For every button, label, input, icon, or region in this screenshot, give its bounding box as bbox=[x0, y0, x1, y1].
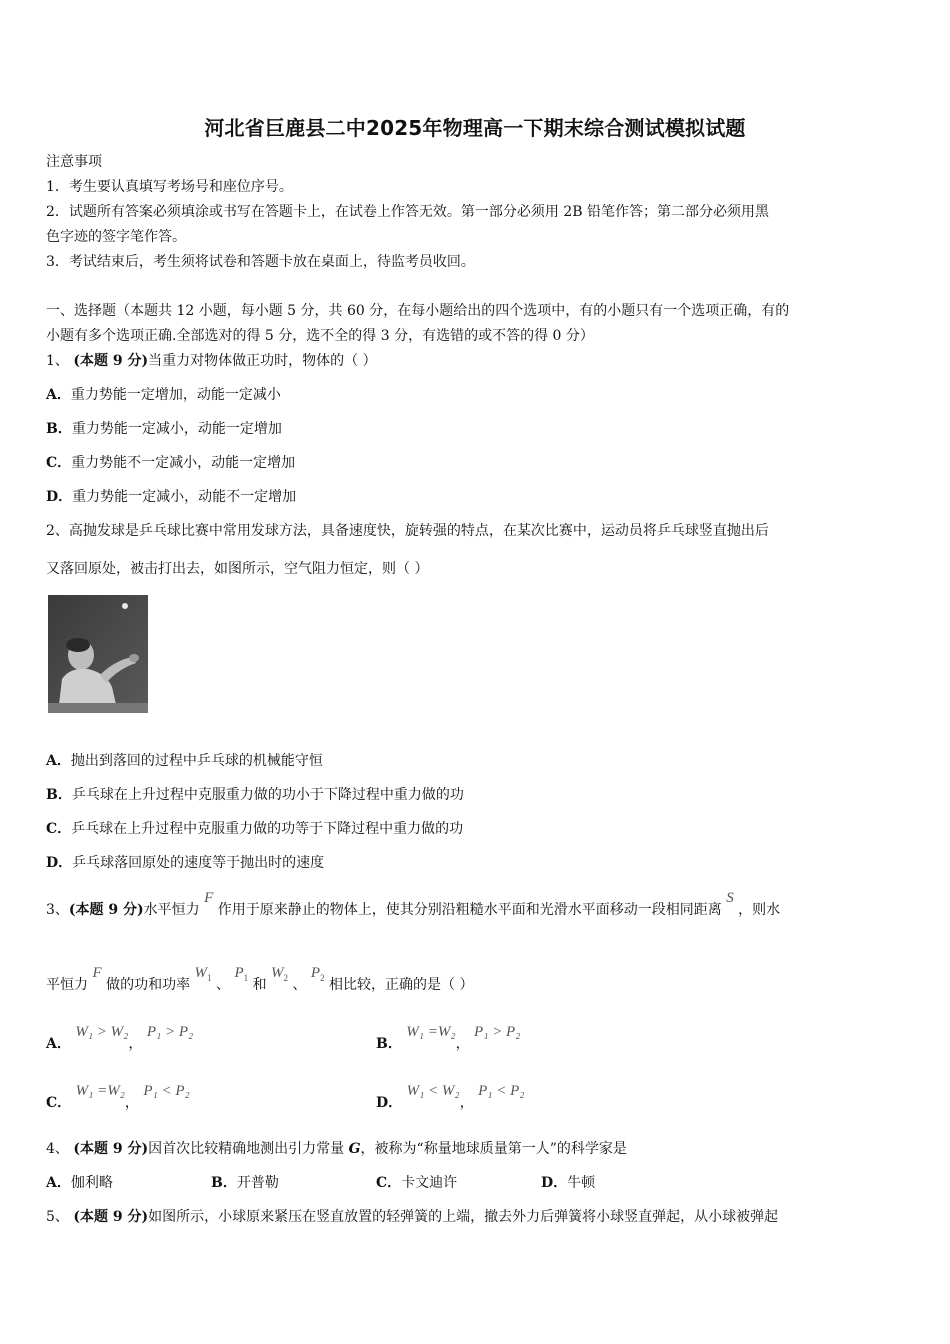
notice-item: 3．考试结束后，考生须将试卷和答题卡放在桌面上，待监考员收回。 bbox=[46, 254, 475, 270]
question-score: (本题 9 分) bbox=[73, 1141, 149, 1157]
comma: ， bbox=[459, 1095, 474, 1111]
q1-option-b[interactable] bbox=[46, 419, 282, 439]
comma: ， bbox=[128, 1036, 143, 1052]
question-3-stem bbox=[46, 890, 781, 920]
option-formula-p: P₁ < P₂ bbox=[143, 1083, 190, 1099]
option-text: 重力势能一定增加，动能一定减小 bbox=[70, 387, 281, 403]
option-formula-p: P₁ < P₂ bbox=[478, 1083, 525, 1099]
question-3-stem-cont bbox=[46, 965, 474, 1000]
question-number: 3、 bbox=[46, 902, 69, 918]
separator: 、 bbox=[215, 977, 230, 993]
question-text: ，则水 bbox=[738, 902, 781, 918]
option-label: D． bbox=[541, 1175, 568, 1191]
option-formula-p: P₁ > P₂ bbox=[146, 1024, 194, 1040]
variable-w1 bbox=[195, 965, 212, 981]
option-formula-w: W₁ < W₂ bbox=[406, 1083, 460, 1099]
question-2-stem-cont: 又落回原处，被击打出去，如图所示，空气阻力恒定，则（ ） bbox=[46, 561, 429, 577]
option-label: D． bbox=[46, 489, 73, 505]
question-number: 5、 bbox=[46, 1209, 69, 1225]
question-score: (本题 9 分) bbox=[73, 1209, 149, 1225]
q1-option-c[interactable] bbox=[46, 453, 295, 473]
question-4-stem bbox=[46, 1139, 627, 1159]
q4-option-a[interactable] bbox=[46, 1173, 113, 1193]
comma: ， bbox=[124, 1095, 139, 1111]
option-label: A． bbox=[46, 387, 71, 403]
variable-p2 bbox=[311, 965, 325, 981]
page-title: 河北省巨鹿县二中2025年物理高一下期末综合测试模拟试题 bbox=[204, 116, 746, 140]
q4-option-c[interactable] bbox=[376, 1173, 457, 1193]
option-text: 牛顿 bbox=[567, 1175, 596, 1191]
question-text: ，被称为“称量地球质量第一人”的科学家是 bbox=[360, 1141, 627, 1157]
question-2-stem: 2、高抛发球是乒乓球比赛中常用发球方法，具备速度快，旋转强的特点，在某次比赛中，运动员将乒乓球竖直抛出后 bbox=[46, 523, 769, 539]
option-label: B． bbox=[211, 1175, 237, 1191]
option-text: 开普勒 bbox=[236, 1175, 279, 1191]
question-5-stem bbox=[46, 1207, 778, 1227]
separator: 、 bbox=[292, 977, 307, 993]
option-label: B． bbox=[46, 421, 72, 437]
symbol-w: W bbox=[271, 965, 284, 981]
option-text: 抛出到落回的过程中乒乓球的机械能守恒 bbox=[70, 753, 323, 769]
question-text: 作用于原来静止的物体上，使其分别沿粗糙水平面和光滑水平面移动一段相同距离 bbox=[217, 902, 722, 918]
question-text: 相比较，正确的是（ ） bbox=[329, 977, 474, 993]
q3-option-c[interactable] bbox=[46, 1083, 190, 1113]
option-formula-p: P₁ > P₂ bbox=[474, 1024, 521, 1040]
option-label: C． bbox=[46, 821, 72, 837]
q1-option-a[interactable] bbox=[46, 385, 281, 405]
option-text: 卡文迪许 bbox=[401, 1175, 458, 1191]
q2-option-b[interactable] bbox=[46, 785, 464, 805]
q2-option-d[interactable] bbox=[46, 853, 324, 873]
question-text: 平恒力 bbox=[46, 977, 88, 993]
subscript: 1 bbox=[207, 973, 212, 983]
section-heading-cont: 小题有多个选项正确.全部选对的得 5 分，选不全的得 3 分，有选错的或不答的得 0 分） bbox=[46, 328, 594, 344]
question-score: (本题 9 分) bbox=[73, 353, 149, 369]
option-text: 重力势能一定减小，动能不一定增加 bbox=[72, 489, 297, 505]
question-number: 4、 bbox=[46, 1141, 69, 1157]
option-label: D． bbox=[376, 1095, 403, 1111]
option-label: C． bbox=[46, 1095, 72, 1111]
subscript: 1 bbox=[243, 973, 249, 983]
variable-f: F bbox=[204, 890, 214, 906]
option-label: B． bbox=[46, 787, 72, 803]
symbol-p: P bbox=[310, 965, 321, 981]
q3-option-d[interactable] bbox=[376, 1083, 525, 1113]
question-text: 当重力对物体做正功时，物体的（ ） bbox=[148, 353, 377, 369]
option-text: 伽利略 bbox=[70, 1175, 113, 1191]
option-label: D． bbox=[46, 855, 73, 871]
conjunction: 和 bbox=[252, 977, 267, 993]
q1-option-d[interactable] bbox=[46, 487, 296, 507]
symbol-w: W bbox=[194, 965, 208, 981]
option-text: 重力势能不一定减小，动能一定增加 bbox=[71, 455, 296, 471]
table-tennis-serve-photo bbox=[48, 595, 148, 713]
question-1-stem bbox=[46, 351, 377, 371]
option-label: A． bbox=[46, 753, 71, 769]
option-label: B． bbox=[376, 1036, 402, 1052]
option-text: 乒乓球落回原处的速度等于抛出时的速度 bbox=[72, 855, 325, 871]
q4-option-b[interactable] bbox=[211, 1173, 279, 1193]
option-text: 乒乓球在上升过程中克服重力做的功小于下降过程中重力做的功 bbox=[71, 787, 464, 803]
variable-g: G bbox=[348, 1141, 361, 1157]
question-number: 1、 bbox=[46, 353, 69, 369]
option-formula-w: W₁ =W₂ bbox=[75, 1083, 125, 1099]
option-formula-w: W₁ =W₂ bbox=[406, 1024, 456, 1040]
option-text: 重力势能一定减小，动能一定增加 bbox=[71, 421, 282, 437]
option-label: A． bbox=[46, 1175, 71, 1191]
question-text: 做的功和功率 bbox=[106, 977, 191, 993]
variable-s: S bbox=[726, 890, 734, 906]
comma: ， bbox=[455, 1036, 470, 1052]
option-label: A． bbox=[46, 1036, 71, 1052]
notice-heading: 注意事项 bbox=[46, 154, 102, 170]
option-label: C． bbox=[46, 455, 72, 471]
question-text: 水平恒力 bbox=[143, 902, 200, 918]
variable-f: F bbox=[92, 965, 102, 981]
notice-item: 2．试题所有答案必须填涂或书写在答题卡上，在试卷上作答无效。第一部分必须用 2B 铅笔作答；第二部分必须用黑 bbox=[46, 204, 769, 220]
q4-option-d[interactable] bbox=[541, 1173, 595, 1193]
subscript: 2 bbox=[320, 973, 325, 983]
symbol-p: P bbox=[234, 965, 244, 981]
q2-option-a[interactable] bbox=[46, 751, 323, 771]
question-text: 如图所示，小球原来紧压在竖直放置的轻弹簧的上端，撤去外力后弹簧将小球竖直弹起，从小球被弹起 bbox=[148, 1209, 779, 1225]
option-text: 乒乓球在上升过程中克服重力做的功等于下降过程中重力做的功 bbox=[71, 821, 464, 837]
question-score: (本题 9 分) bbox=[68, 902, 144, 918]
notice-item: 1．考生要认真填写考场号和座位序号。 bbox=[46, 179, 293, 195]
q3-option-b[interactable] bbox=[376, 1024, 521, 1054]
subscript: 2 bbox=[283, 973, 289, 983]
option-label: C． bbox=[376, 1175, 402, 1191]
variable-p1 bbox=[234, 965, 248, 981]
question-text: 因首次比较精确地测出引力常量 bbox=[148, 1141, 345, 1157]
option-formula-w: W₁ > W₂ bbox=[75, 1024, 129, 1040]
section-heading: 一、选择题（本题共 12 小题，每小题 5 分，共 60 分，在每小题给出的四个选项中，有的小题只有一个选项正确，有的 bbox=[46, 303, 790, 319]
q2-option-c[interactable] bbox=[46, 819, 463, 839]
variable-w2 bbox=[271, 965, 288, 981]
q3-option-a[interactable] bbox=[46, 1024, 194, 1054]
notice-item: 色字迹的签字笔作答。 bbox=[46, 229, 186, 245]
